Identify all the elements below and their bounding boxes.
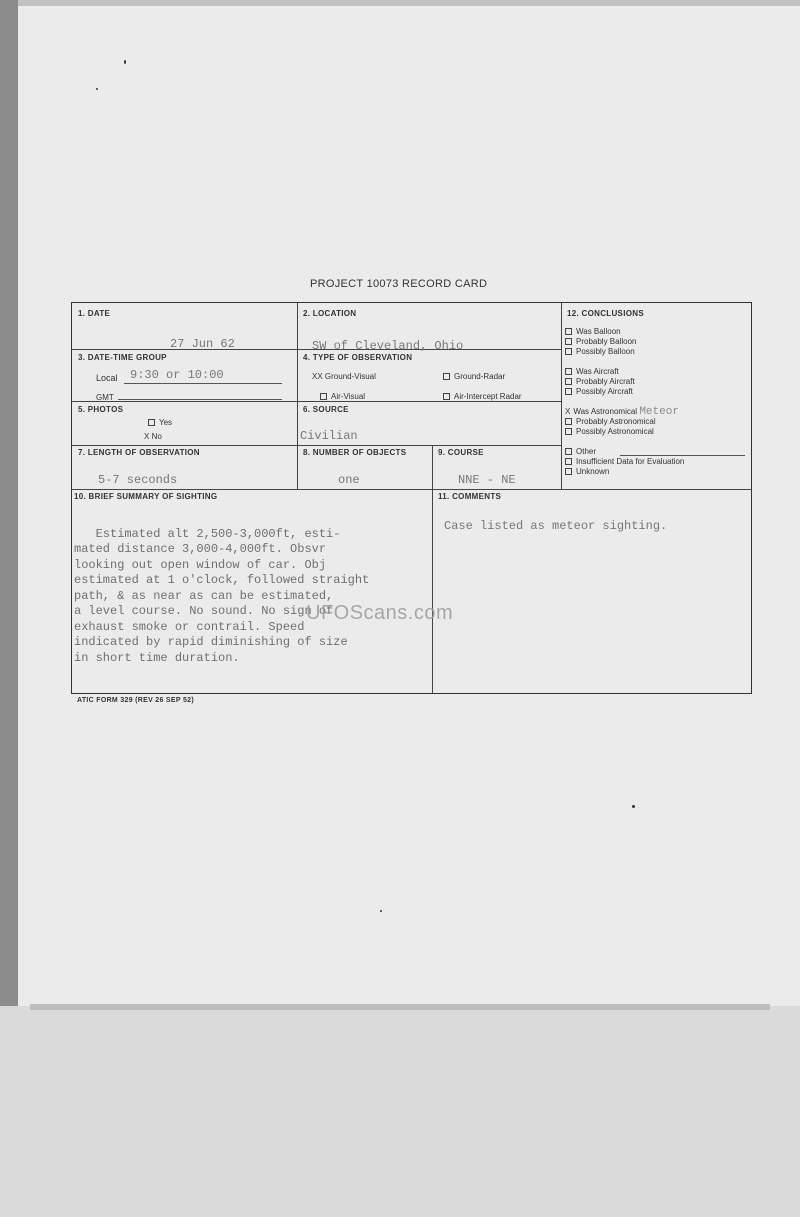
dtg-local-line: [124, 383, 282, 384]
conclusion-text: Was Balloon: [576, 327, 621, 336]
location-label: 2. LOCATION: [303, 309, 357, 318]
scan-lower-band: [0, 1006, 800, 1217]
checkbox-icon: [565, 368, 572, 375]
conclusion-text: Possibly Balloon: [576, 347, 635, 356]
photos-no-mark: X: [144, 432, 150, 441]
form-number: ATIC FORM 329 (REV 26 SEP 52): [77, 697, 194, 704]
paper-speck: [380, 910, 382, 912]
card-title: PROJECT 10073 RECORD CARD: [310, 278, 488, 290]
paper-speck: [96, 88, 98, 90]
conclusion-text: Unknown: [576, 467, 610, 476]
objects-value: one: [338, 473, 360, 487]
comments-value: Case listed as meteor sighting.: [444, 519, 668, 533]
grid-line: [72, 401, 561, 402]
course-label: 9. COURSE: [438, 448, 484, 457]
type-air-visual-text: Air-Visual: [331, 392, 366, 401]
conclusion-text: Probably Balloon: [576, 337, 637, 346]
photos-label: 5. PHOTOS: [78, 405, 124, 414]
record-card: [71, 302, 752, 694]
conclusion-item: [565, 337, 636, 347]
scan-lower-band-edge: [30, 1004, 770, 1010]
date-label: 1. DATE: [78, 309, 111, 318]
grid-line: [297, 303, 298, 489]
photos-yes-text: Yes: [159, 418, 173, 427]
summary-line: exhaust smoke or contrail. Speed: [74, 619, 305, 634]
checkbox-icon: [565, 348, 572, 355]
conclusion-item: [565, 387, 633, 397]
dtg-local-value: 9:30 or 10:00: [130, 368, 224, 382]
conclusion-text: Probably Aircraft: [576, 377, 635, 386]
source-label: 6. SOURCE: [303, 405, 349, 414]
scan-edge-left: [0, 0, 18, 1010]
checkbox-icon: [565, 468, 572, 475]
summary-text: [74, 511, 434, 666]
objects-label: 8. NUMBER OF OBJECTS: [303, 448, 407, 457]
conclusion-text: Insufficient Data for Evaluation: [576, 457, 685, 466]
dtg-gmt-line: [118, 399, 282, 400]
dtg-local-label: Local: [96, 373, 118, 383]
type-ground-visual-text: Ground-Visual: [324, 372, 376, 381]
summary-line: looking out open window of car. Obj: [74, 557, 327, 572]
conclusion-item: [565, 417, 656, 427]
type-label: 4. TYPE OF OBSERVATION: [303, 353, 413, 362]
type-air-intercept-text: Air-Intercept Radar: [454, 392, 522, 401]
checkbox-icon: [565, 448, 572, 455]
conclusion-text: Possibly Astronomical: [576, 427, 654, 436]
summary-line: Estimated alt 2,500-3,000ft, esti-: [74, 526, 341, 541]
conclusion-text: Was Aircraft: [576, 367, 619, 376]
dtg-gmt-label: GMT: [96, 393, 114, 402]
summary-line: in short time duration.: [74, 650, 240, 665]
summary-label: 10. BRIEF SUMMARY OF SIGHTING: [74, 492, 218, 501]
photos-no-text: No: [151, 432, 162, 441]
conclusion-text: Possibly Aircraft: [576, 387, 633, 396]
type-ground-visual: [312, 372, 376, 381]
conclusion-text: Other: [576, 447, 597, 456]
conclusion-item: [565, 377, 635, 387]
length-value: 5-7 seconds: [98, 473, 178, 487]
comments-label: 11. COMMENTS: [438, 492, 502, 501]
conclusion-note: Meteor: [639, 406, 679, 418]
checkbox-icon: [565, 458, 572, 465]
type-air-visual: [320, 392, 365, 401]
conclusion-item: [565, 327, 621, 337]
type-ground-radar-text: Ground-Radar: [454, 372, 506, 381]
checkbox-icon: [565, 418, 572, 425]
checkbox-icon: [320, 393, 327, 400]
conclusion-item: [565, 457, 684, 467]
conclusion-item-astronomical: [565, 407, 679, 417]
conclusion-other-line: [620, 455, 745, 456]
summary-line: indicated by rapid diminishing of size: [74, 635, 348, 649]
checkbox-icon: [443, 393, 450, 400]
course-value: NNE - NE: [458, 473, 516, 487]
date-value: 27 Jun 62: [170, 337, 235, 351]
checkbox-icon: [565, 428, 572, 435]
conclusion-item: [565, 447, 596, 457]
checkbox-icon: [148, 419, 155, 426]
checkbox-icon: [565, 378, 572, 385]
paper-speck: [632, 805, 635, 808]
grid-line: [72, 445, 561, 446]
paper-speck: [124, 60, 126, 64]
watermark: UFOScans.com: [306, 602, 454, 624]
checkbox-icon: [443, 373, 450, 380]
photos-yes: [148, 418, 172, 427]
type-air-intercept: [443, 392, 522, 401]
type-ground-radar: [443, 372, 505, 381]
checkbox-icon: [565, 328, 572, 335]
location-value: SW of Cleveland, Ohio: [312, 339, 464, 353]
dtg-label: 3. DATE-TIME GROUP: [78, 353, 167, 362]
conclusion-text: Was Astronomical: [573, 407, 638, 416]
summary-line: path, & as near as can be estimated,: [74, 588, 334, 603]
conclusion-text: Probably Astronomical: [576, 417, 656, 426]
conclusion-mark: X: [565, 407, 571, 416]
conclusion-item: [565, 367, 619, 377]
photos-no: [144, 432, 162, 441]
conclusions-label: 12. CONCLUSIONS: [567, 309, 644, 318]
summary-line: estimated at 1 o'clock, followed straight: [74, 573, 370, 587]
checkbox-icon: [565, 388, 572, 395]
length-label: 7. LENGTH OF OBSERVATION: [78, 448, 200, 457]
source-value: Civilian: [300, 429, 358, 443]
grid-line: [72, 489, 751, 490]
conclusion-item: [565, 467, 609, 477]
conclusion-item: [565, 427, 654, 437]
grid-line: [561, 303, 562, 489]
checkbox-icon: [565, 338, 572, 345]
summary-line: mated distance 3,000-4,000ft. Obsvr: [74, 542, 327, 556]
summary-line: a level course. No sound. No sign of: [74, 604, 334, 618]
type-ground-visual-mark: XX: [312, 372, 323, 381]
conclusion-item: [565, 347, 635, 357]
